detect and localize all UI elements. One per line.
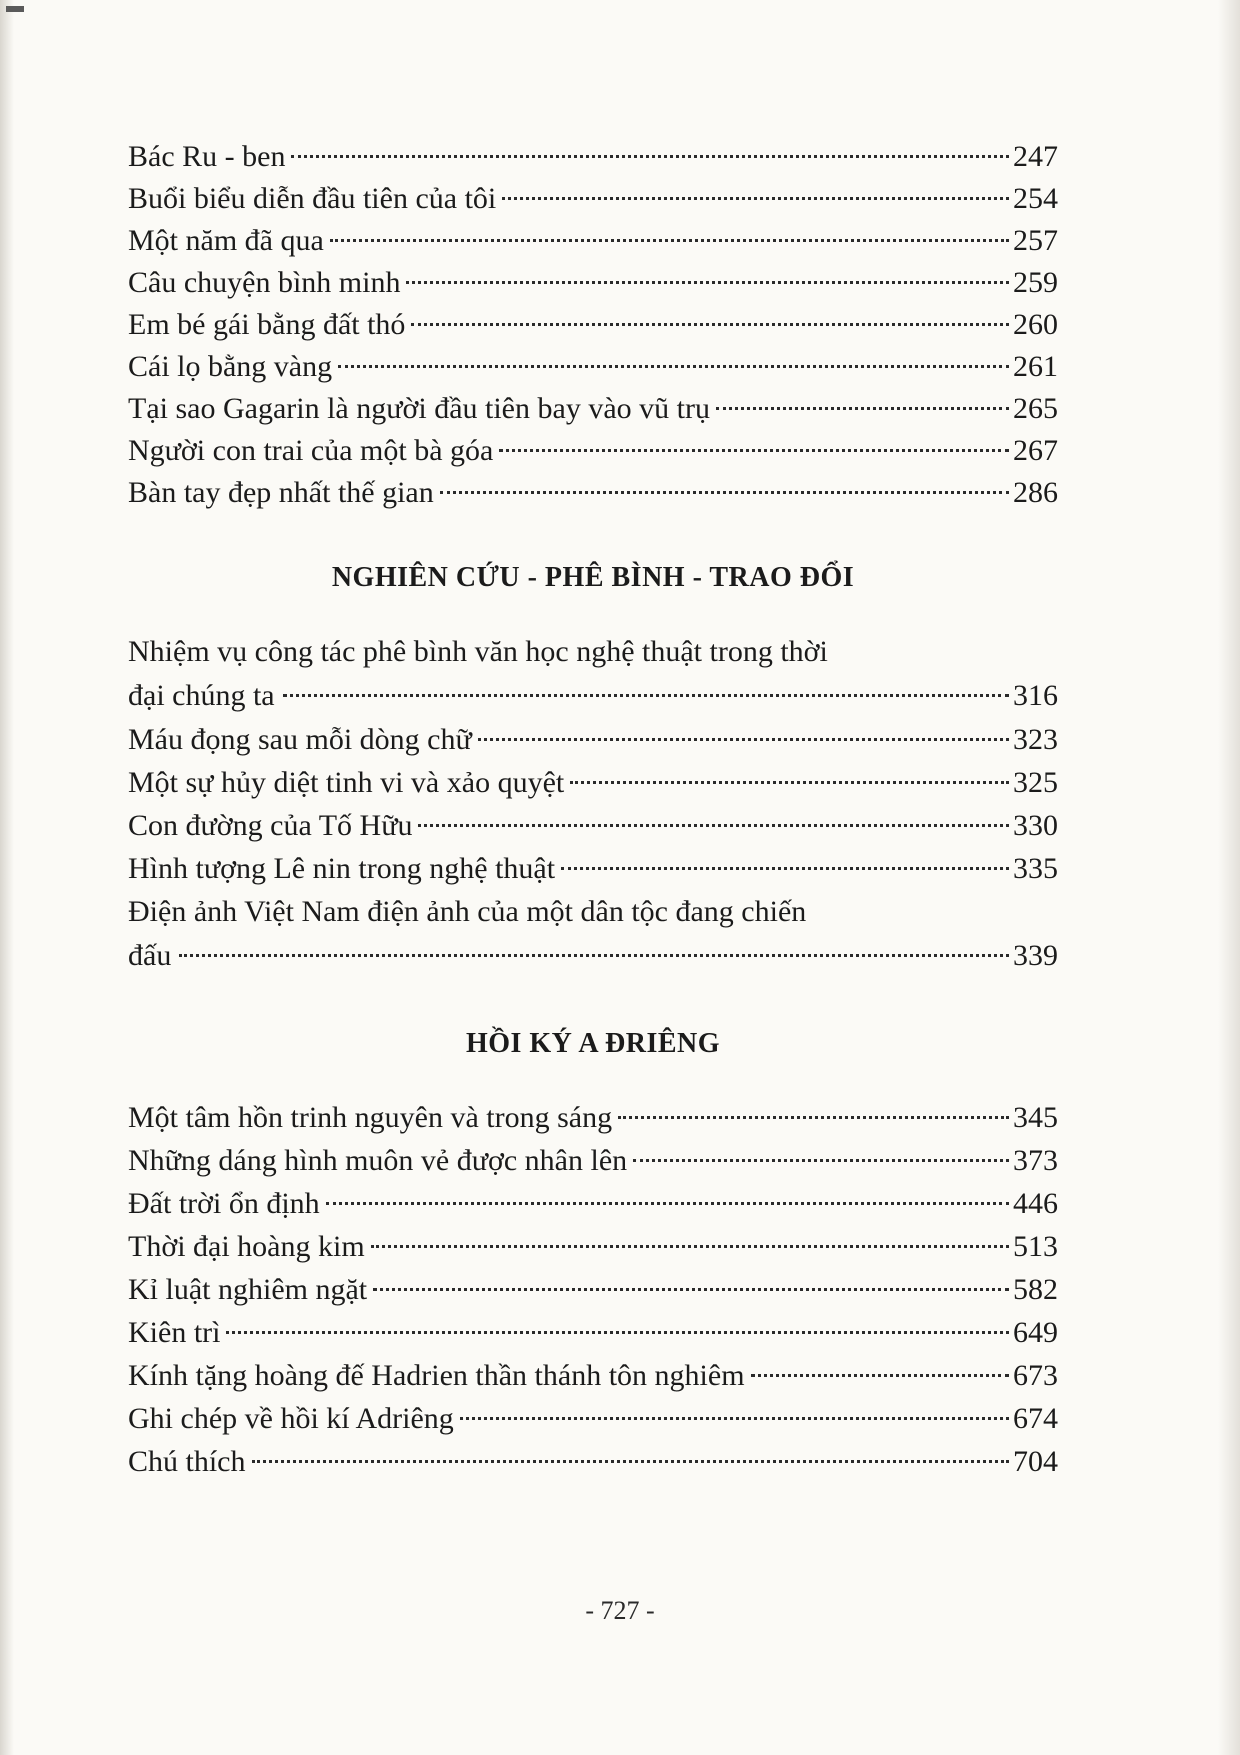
leader-dots <box>570 781 1009 784</box>
toc-section-criticism <box>128 630 1058 978</box>
entry-page: 649 <box>1013 1316 1058 1349</box>
entry-page: 335 <box>1013 852 1058 885</box>
leader-dots <box>499 449 1009 452</box>
entry-title: Kỉ luật nghiêm ngặt <box>128 1273 368 1306</box>
entry-title: Kiên trì <box>128 1316 221 1349</box>
toc-entry <box>128 304 1058 346</box>
entry-title: Buổi biểu diễn đầu tiên của tôi <box>128 182 497 215</box>
page-right-edge <box>1218 0 1240 1755</box>
toc-entry <box>128 847 1058 890</box>
entry-page: 513 <box>1013 1230 1058 1263</box>
entry-title-continued: đấu <box>128 939 172 972</box>
leader-dots <box>326 1202 1009 1205</box>
toc-entry <box>128 1397 1058 1440</box>
page-number: - 727 - <box>585 1596 655 1625</box>
toc-entry <box>128 1139 1058 1182</box>
entry-page: 323 <box>1013 723 1058 756</box>
leader-dots <box>502 197 1009 200</box>
section-heading: NGHIÊN CỨU - PHÊ BÌNH - TRAO ĐỔI <box>331 562 855 593</box>
entry-title: Câu chuyện bình minh <box>128 266 401 299</box>
entry-page: 674 <box>1013 1402 1058 1435</box>
leader-dots <box>633 1159 1009 1162</box>
entry-title: Một tâm hồn trinh nguyên và trong sáng <box>128 1101 613 1134</box>
entry-page: 330 <box>1013 809 1058 842</box>
entry-title: Con đường của Tố Hữu <box>128 809 413 842</box>
leader-dots <box>716 407 1009 410</box>
entry-title: Kính tặng hoàng đế Hadrien thần thánh tôn nghiêm <box>128 1359 745 1392</box>
entry-title: Một sự hủy diệt tinh vi và xảo quyệt <box>128 766 565 799</box>
toc-entry <box>128 1225 1058 1268</box>
leader-dots <box>618 1116 1009 1119</box>
entry-title: Cái lọ bằng vàng <box>128 350 333 383</box>
toc-entry <box>128 630 1058 718</box>
entry-page: 254 <box>1013 182 1058 215</box>
entry-page: 316 <box>1013 679 1058 712</box>
toc-entry <box>128 430 1058 472</box>
toc-section-memoir <box>128 1096 1058 1483</box>
leader-dots <box>460 1417 1009 1420</box>
toc-entry <box>128 890 1058 978</box>
leader-dots <box>478 738 1009 741</box>
leader-dots <box>371 1245 1009 1248</box>
entry-page: 704 <box>1013 1445 1058 1478</box>
toc-entry <box>128 761 1058 804</box>
leader-dots <box>283 694 1009 697</box>
entry-title: Hình tượng Lê nin trong nghệ thuật <box>128 852 556 885</box>
leader-dots <box>751 1374 1009 1377</box>
entry-title: Thời đại hoàng kim <box>128 1230 365 1263</box>
entry-page: 259 <box>1013 266 1058 299</box>
toc-entry <box>128 1311 1058 1354</box>
entry-page: 673 <box>1013 1359 1058 1392</box>
toc-entry <box>128 472 1058 514</box>
entry-title: Đất trời ổn định <box>128 1187 320 1220</box>
toc-section-stories <box>128 136 1058 514</box>
page-left-edge <box>0 0 14 1755</box>
toc-entry <box>128 388 1058 430</box>
entry-title: Tại sao Gagarin là người đầu tiên bay vào vũ trụ <box>128 392 710 425</box>
entry-page: 373 <box>1013 1144 1058 1177</box>
entry-title: Nhiệm vụ công tác phê bình văn học nghệ thuật trong thời <box>128 635 828 668</box>
leader-dots <box>406 281 1009 284</box>
toc-entry <box>128 804 1058 847</box>
entry-page: 446 <box>1013 1187 1058 1220</box>
toc-entry <box>128 346 1058 388</box>
toc-entry <box>128 136 1058 178</box>
entry-title-continued: đại chúng ta <box>128 679 275 712</box>
entry-page: 582 <box>1013 1273 1058 1306</box>
entry-page: 325 <box>1013 766 1058 799</box>
leader-dots <box>291 155 1009 158</box>
entry-title: Em bé gái bằng đất thó <box>128 308 406 341</box>
entry-title: Điện ảnh Việt Nam điện ảnh của một dân tộc đang chiến <box>128 895 807 928</box>
toc-entry <box>128 1096 1058 1139</box>
entry-page: 267 <box>1013 434 1058 467</box>
entry-page: 257 <box>1013 224 1058 257</box>
toc-entry <box>128 1354 1058 1397</box>
entry-page: 286 <box>1013 476 1058 509</box>
entry-title: Những dáng hình muôn vẻ được nhân lên <box>128 1144 628 1177</box>
toc-entry <box>128 262 1058 304</box>
toc-entry <box>128 718 1058 761</box>
leader-dots <box>179 954 1009 957</box>
entry-page: 261 <box>1013 350 1058 383</box>
leader-dots <box>338 365 1009 368</box>
entry-title: Chú thích <box>128 1445 246 1478</box>
entry-page: 265 <box>1013 392 1058 425</box>
corner-mark <box>6 6 24 12</box>
entry-title: Người con trai của một bà góa <box>128 434 494 467</box>
entry-title: Ghi chép về hồi kí Adriêng <box>128 1402 454 1435</box>
entry-page: 260 <box>1013 308 1058 341</box>
entry-page: 247 <box>1013 140 1058 173</box>
entry-title: Một năm đã qua <box>128 224 324 257</box>
leader-dots <box>373 1288 1009 1291</box>
leader-dots <box>226 1331 1009 1334</box>
section-heading: HỒI KÝ A ĐRIÊNG <box>465 1028 721 1059</box>
entry-title: Bác Ru - ben <box>128 140 286 173</box>
toc-entry <box>128 220 1058 262</box>
leader-dots <box>411 323 1009 326</box>
entry-page: 345 <box>1013 1101 1058 1134</box>
entry-title: Máu đọng sau mỗi dòng chữ <box>128 723 472 756</box>
toc-entry <box>128 1440 1058 1483</box>
leader-dots <box>330 239 1009 242</box>
leader-dots <box>440 491 1009 494</box>
toc-entry <box>128 178 1058 220</box>
toc-entry <box>128 1268 1058 1311</box>
leader-dots <box>418 824 1009 827</box>
entry-page: 339 <box>1013 939 1058 972</box>
leader-dots <box>252 1460 1010 1463</box>
entry-title: Bàn tay đẹp nhất thế gian <box>128 476 434 509</box>
leader-dots <box>561 867 1009 870</box>
toc-entry <box>128 1182 1058 1225</box>
